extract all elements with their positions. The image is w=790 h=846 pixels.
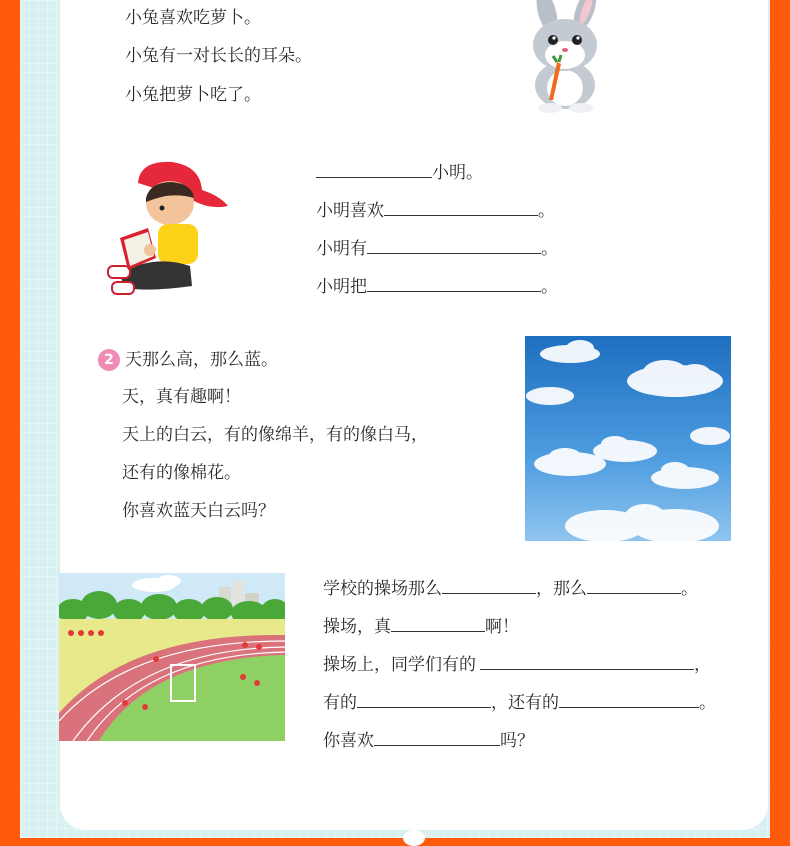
answer-blank[interactable] bbox=[367, 235, 541, 254]
sky-sentence-5: 你喜欢蓝天白云吗？ bbox=[122, 501, 275, 521]
sky-sentence-3: 天上的白云，有的像绵羊，有的像白马， bbox=[122, 425, 428, 445]
sky-sentence-1: 天那么高，那么蓝。 bbox=[125, 350, 278, 370]
xiaoming-line-1: 小明。 bbox=[316, 159, 483, 184]
rabbit-sentence-2: 小兔有一对长长的耳朵。 bbox=[125, 46, 312, 66]
playground-line-5: 你喜欢 吗？ bbox=[323, 727, 534, 752]
school-playground-picture bbox=[59, 573, 285, 741]
playground-line-4: 有的 ，还有的 。 bbox=[323, 689, 716, 714]
xiaoming-line-2: 小明喜欢 。 bbox=[316, 197, 555, 222]
playground-line-2: 操场，真 啊！ bbox=[323, 613, 519, 638]
rabbit-eating-carrot-icon bbox=[515, 0, 615, 115]
answer-blank[interactable] bbox=[587, 575, 681, 594]
answer-blank[interactable] bbox=[316, 159, 432, 178]
xiaoming-line-3: 小明有 。 bbox=[316, 235, 558, 260]
answer-blank[interactable] bbox=[391, 613, 485, 632]
playground-line-1: 学校的操场那么 ，那么 。 bbox=[323, 575, 698, 600]
answer-blank[interactable] bbox=[384, 197, 538, 216]
blue-sky-clouds-picture bbox=[525, 336, 731, 541]
answer-blank[interactable] bbox=[374, 727, 500, 746]
section-number-badge: 2 bbox=[98, 349, 120, 371]
answer-blank[interactable] bbox=[357, 689, 491, 708]
sky-sentence-4: 还有的像棉花。 bbox=[122, 463, 241, 483]
answer-blank[interactable] bbox=[480, 651, 694, 670]
playground-line-3: 操场上，同学们有的 ， bbox=[323, 651, 711, 676]
sky-sentence-2: 天，真有趣啊！ bbox=[122, 387, 241, 407]
answer-blank[interactable] bbox=[367, 273, 541, 292]
boy-reading-book-icon bbox=[100, 158, 235, 298]
answer-blank[interactable] bbox=[442, 575, 536, 594]
rabbit-sentence-1: 小兔喜欢吃萝卜。 bbox=[125, 8, 261, 28]
page-tab bbox=[403, 830, 425, 846]
rabbit-sentence-3: 小兔把萝卜吃了。 bbox=[125, 85, 261, 105]
xiaoming-line-4: 小明把 。 bbox=[316, 273, 558, 298]
answer-blank[interactable] bbox=[559, 689, 699, 708]
